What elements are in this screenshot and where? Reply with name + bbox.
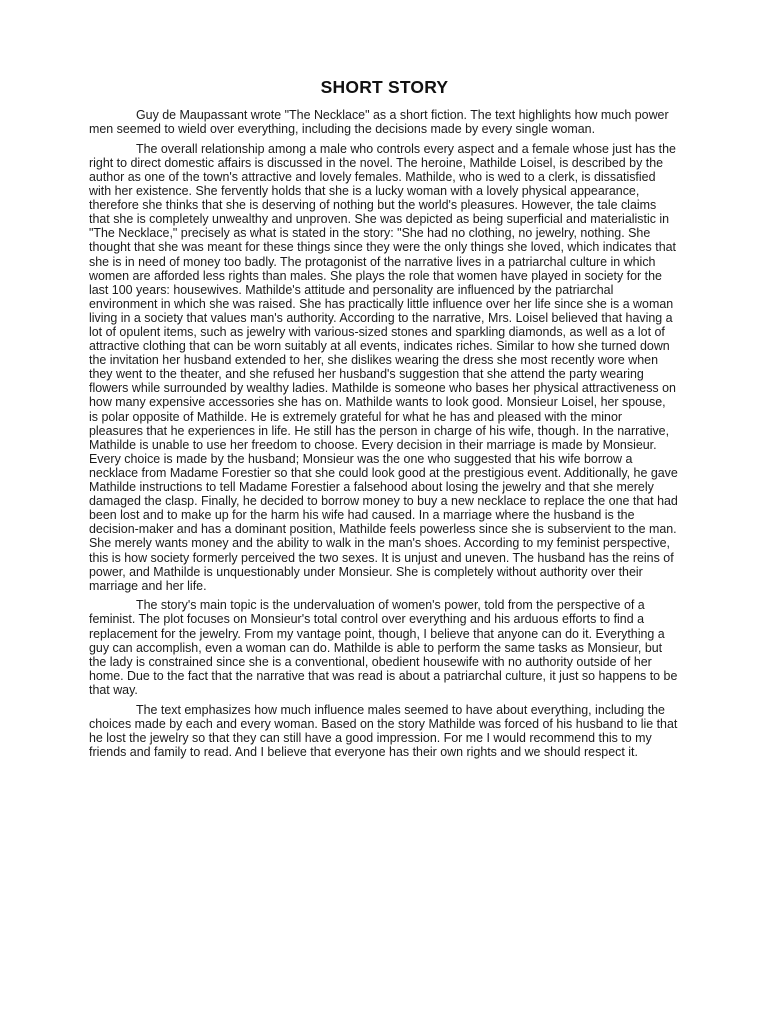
- paragraph-2: The overall relationship among a male who controls every aspect and a female whose just has the right to direct domestic affairs is discussed in the novel. The heroine, Mathilde Loisel, is described by the author as one of the town's attractive and lovely females. Mathilde, who is wed to a clerk, is dissatisfied with her existence. She fervently holds that she is a lucky woman with a lovely physical appearance, therefore she thinks that she is deserving of nothing but the world's pleasures. However, the tale claims that she is completely unwealthy and unproven. She was depicted as being superficial and materialistic in "The Necklace," precisely as what is stated in the story: "She had no clothing, no jewelry, nothing. She thought that she was meant for these things since they were the only things she loved, which indicates that she is in need of money too badly. The protagonist of the narrative lives in a patriarchal culture in which women are afforded less rights than males. She plays the role that women have played in society for the last 100 years: housewives. Mathilde's attitude and personality are influenced by the patriarchal environment in which she was raised. She has practically little influence over her life since she is a woman living in a society that values man's authority. According to the narrative, Mrs. Loisel believed that having a lot of opulent items, such as jewelry with various-sized stones and sparkling diamonds, as well as a lot of attractive clothing that can be worn suitably at all events, indicates riches. Similar to how she turned down the invitation her husband extended to her, she dislikes wearing the dress she most recently wore when they went to the theater, and she refused her husband's suggestion that she attend the party wearing flowers while surrounded by wealthy ladies. Mathilde is someone who bases her physical attractiveness on how many expensive accessories she has on. Mathilde wants to look good. Monsieur Loisel, her spouse, is polar opposite of Mathilde. He is extremely grateful for what he has and pleased with the minor pleasures that he experiences in life. He still has the person in charge of his wife, though. In the narrative, Mathilde is unable to use her freedom to choose. Every decision in their marriage is made by Monsieur. Every choice is made by the husband; Monsieur was the one who suggested that his wife borrow a necklace from Madame Forestier so that she could look good at the prestigious event. Additionally, he gave Mathilde instructions to tell Madame Forestier a falsehood about losing the jewelry and that she merely damaged the clasp. Finally, he decided to borrow money to buy a new necklace to replace the one that had been lost and to make up for the harm his wife had caused. In a marriage where the husband is the decision-maker and has a dominant position, Mathilde feels powerless since she is subservient to the man. She merely wants money and the ability to walk in the man's shoes. According to my feminist perspective, this is how society formerly perceived the two sexes. It is unjust and uneven. The husband has the reins of power, and Mathilde is unquestionably under Monsieur. She is completely without authority over their marriage and her life.: [89, 141, 678, 593]
- document-title: SHORT STORY: [320, 77, 449, 97]
- paragraph-1: Guy de Maupassant wrote "The Necklace" as a short fiction. The text highlights how much power men seemed to wield over everything, including the decisions made by every single woman.: [89, 108, 669, 137]
- paragraph-3: The story's main topic is the undervaluation of women's power, told from the perspective of a feminist. The plot focuses on Monsieur's total control over everything and his arduous efforts to find a replacement for the jewelry. From my vantage point, though, I believe that anyone can do it. Everything a guy can accomplish, even a woman can do. Mathilde is able to perform the same tasks as Monsieur, but the lady is constrained since she is a conventional, obedient housewife with no authority outside of her home. Due to the fact that the narrative that was read is about a patriarchal culture, it just so happens to be that way.: [89, 598, 678, 697]
- paragraph-4: The text emphasizes how much influence males seemed to have about everything, including the choices made by each and every woman. Based on the story Mathilde was forced of his husband to lie that he lost the jewelry so that they can still have a good impression. For me I would recommend this to my friends and family to read. And I believe that everyone has their own rights and we should respect it.: [89, 702, 678, 759]
